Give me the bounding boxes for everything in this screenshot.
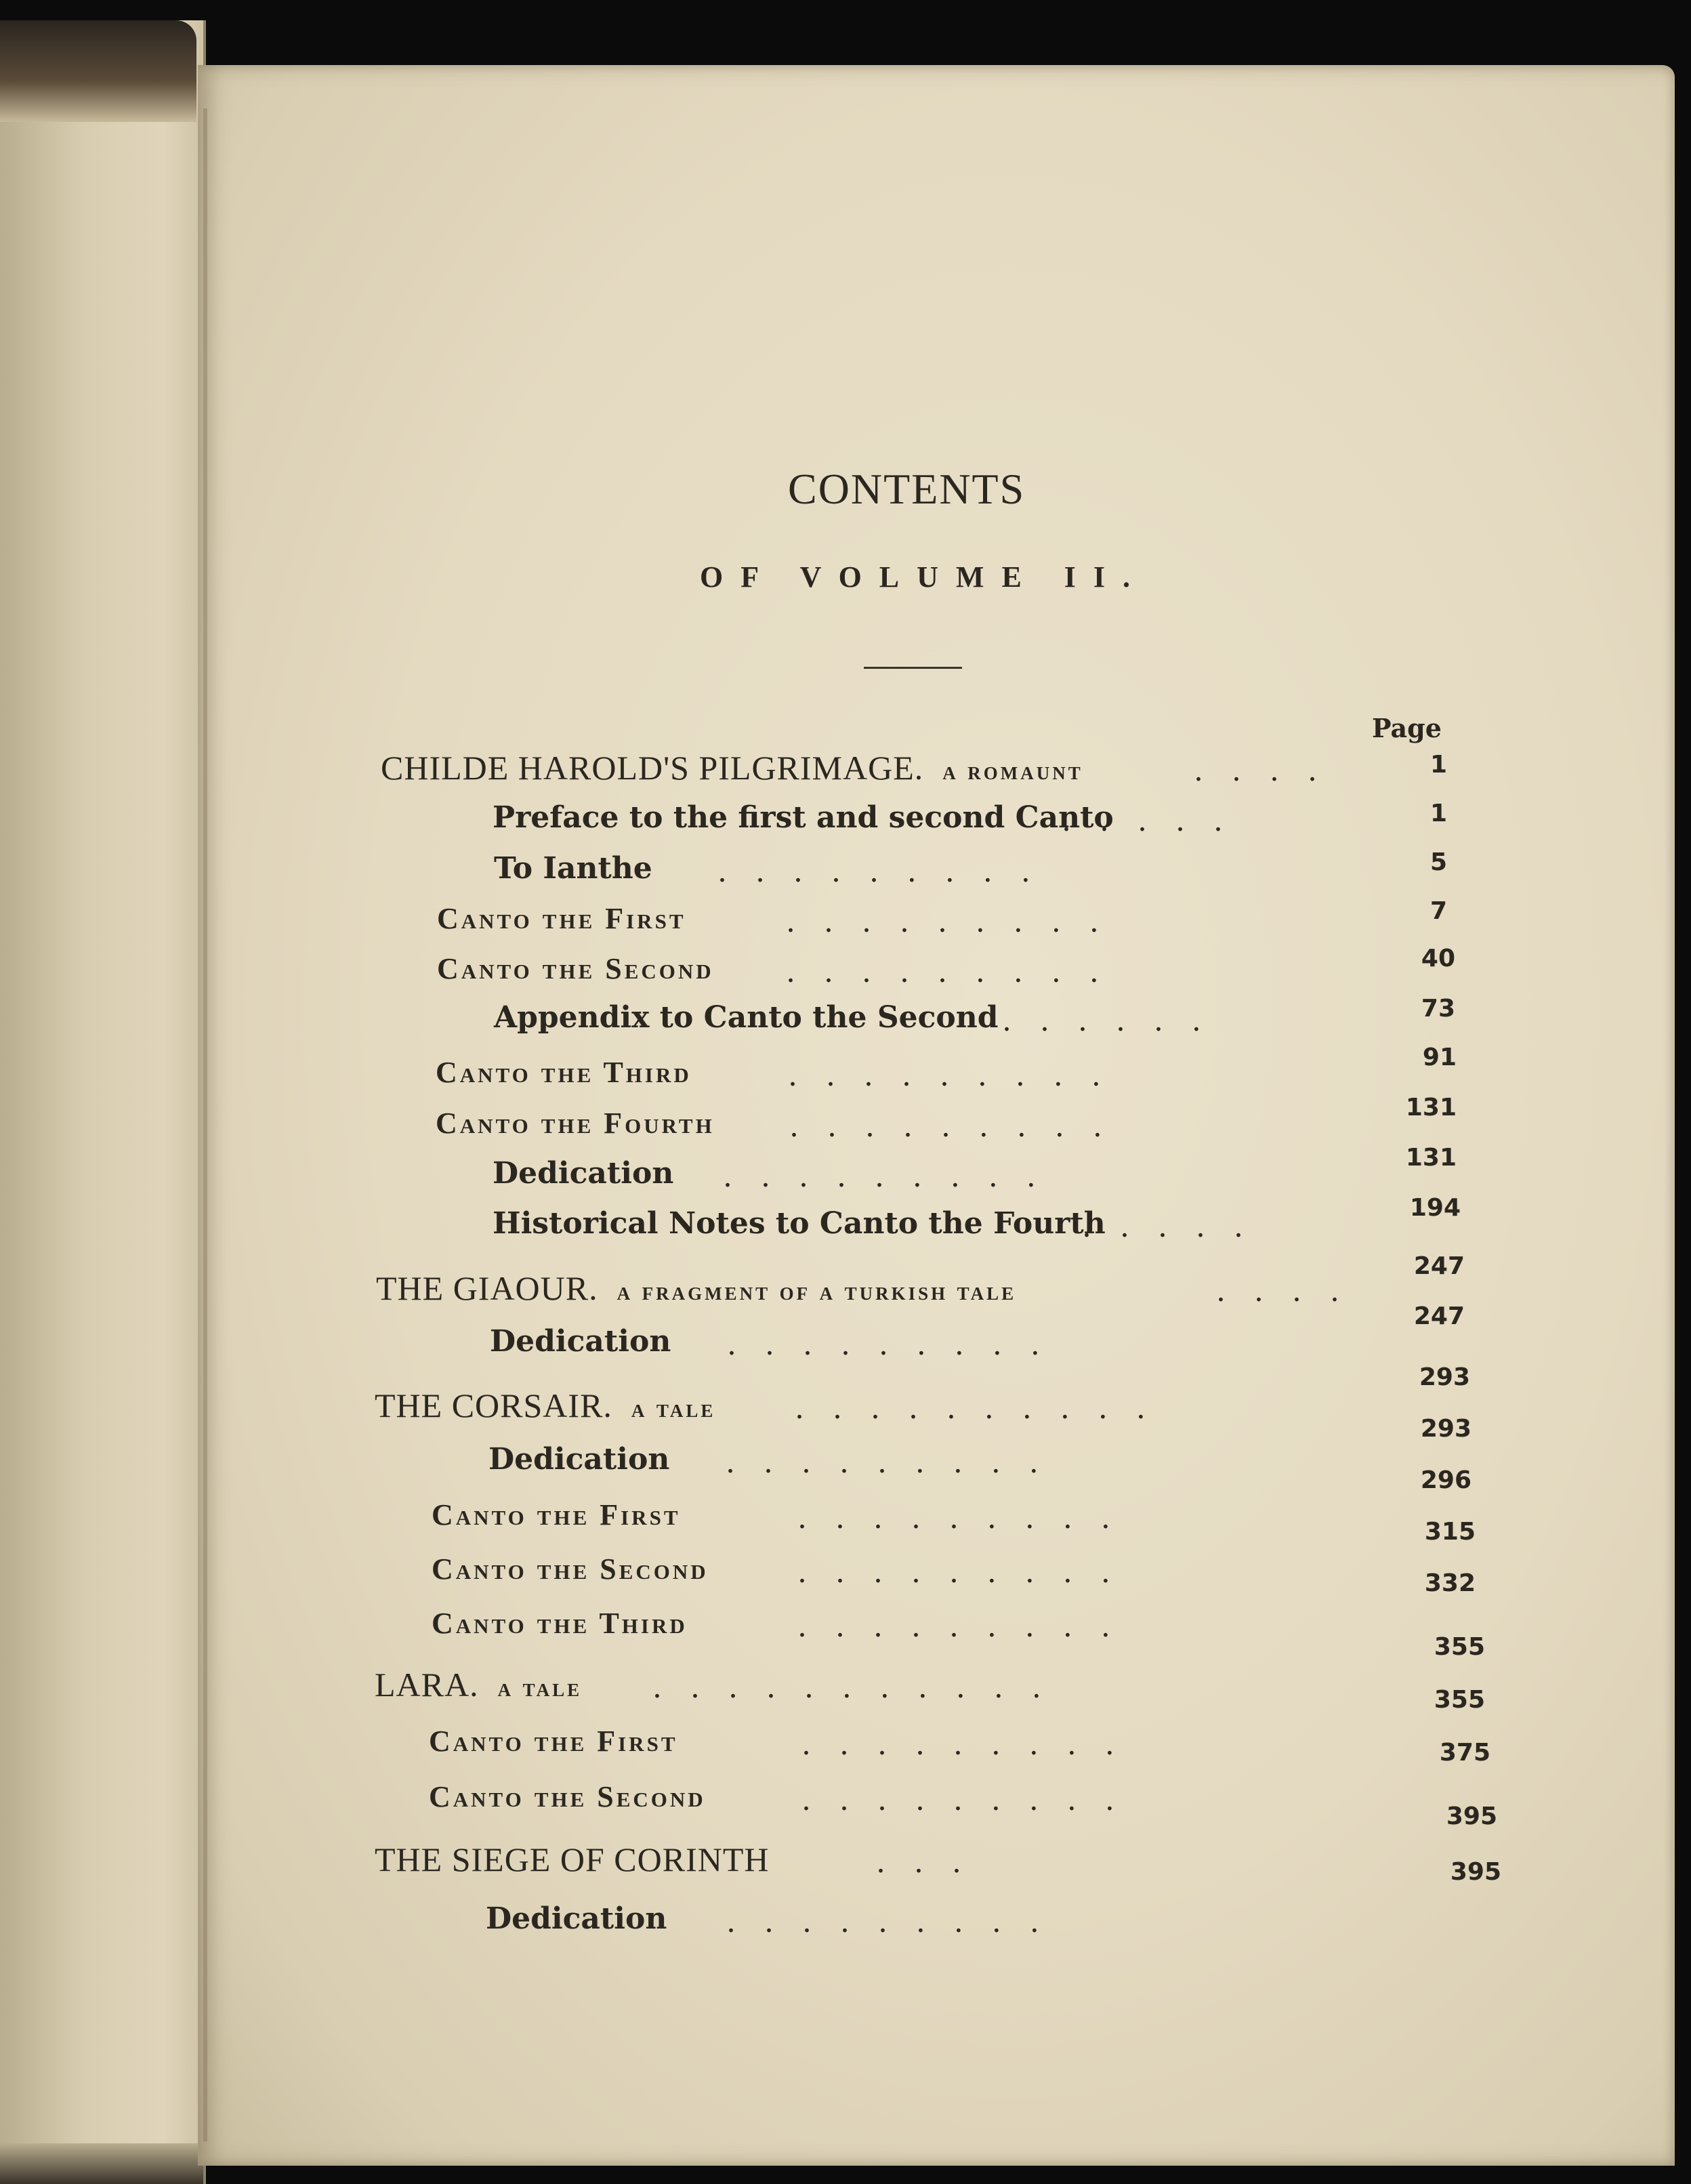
leader-dots: ...... bbox=[1002, 1004, 1230, 1038]
toc-page-number: 395 bbox=[1450, 1858, 1501, 1886]
leader-dots: ......... bbox=[723, 1159, 1064, 1194]
toc-page-number: 131 bbox=[1405, 1094, 1457, 1121]
toc-entry-label: Canto the First bbox=[429, 1725, 678, 1758]
toc-entry-label: Canto the First bbox=[437, 902, 686, 935]
leader-dots: ......... bbox=[726, 1905, 1068, 1939]
toc-entry bbox=[488, 1439, 1383, 1487]
toc-page-number: 332 bbox=[1424, 1569, 1476, 1597]
toc-entry bbox=[437, 949, 1372, 996]
toc-entry-subtitle: a fragment of a turkish tale bbox=[617, 1277, 1017, 1306]
toc-page-number: 395 bbox=[1446, 1802, 1497, 1830]
toc-entry bbox=[493, 1203, 1373, 1251]
leader-dots: ......... bbox=[726, 1445, 1067, 1480]
leader-dots: ..... bbox=[1062, 804, 1251, 838]
leader-dots: ......... bbox=[786, 905, 1127, 939]
toc-page-number: 73 bbox=[1421, 995, 1455, 1023]
book-cover-edge bbox=[0, 20, 196, 122]
toc-page-number: 1 bbox=[1429, 751, 1447, 779]
toc-entry-label: Dedication bbox=[486, 1901, 667, 1936]
leader-dots: ......... bbox=[797, 1501, 1139, 1536]
book-bottom-edge bbox=[0, 2143, 203, 2184]
toc-page-number: 7 bbox=[1429, 897, 1447, 925]
toc-page-number: 1 bbox=[1429, 800, 1447, 827]
toc-page-number: 131 bbox=[1405, 1144, 1457, 1172]
toc-page-number: 315 bbox=[1424, 1518, 1476, 1546]
toc-page-number: 355 bbox=[1434, 1633, 1485, 1661]
page-column-label: Page bbox=[1372, 713, 1442, 743]
leader-dots: .......... bbox=[795, 1391, 1174, 1426]
leader-dots: ......... bbox=[801, 1783, 1143, 1817]
leader-dots: ........... bbox=[652, 1670, 1070, 1705]
toc-entry bbox=[494, 997, 1375, 1045]
toc-entry bbox=[494, 848, 1375, 896]
facing-page bbox=[0, 20, 206, 2184]
title-rule bbox=[864, 667, 962, 669]
toc-page-number: 247 bbox=[1413, 1252, 1465, 1280]
toc-entry bbox=[486, 1899, 1400, 1946]
toc-entry-label: Dedication bbox=[493, 1156, 674, 1191]
toc-entry-subtitle: a tale bbox=[497, 1674, 583, 1702]
toc-page-number: 355 bbox=[1434, 1686, 1485, 1714]
toc-entry-label: THE GIAOUR. a fragment of a turkish tale bbox=[376, 1269, 1017, 1307]
toc-entry bbox=[375, 1839, 1391, 1887]
leader-dots: .... bbox=[1194, 754, 1345, 788]
toc-entry-label: Canto the Second bbox=[432, 1552, 709, 1586]
toc-entry-label: THE CORSAIR. a tale bbox=[375, 1386, 716, 1424]
toc-entry bbox=[429, 1721, 1384, 1769]
toc-page-number: 5 bbox=[1429, 848, 1447, 876]
leader-dots: ......... bbox=[789, 1109, 1131, 1144]
toc-entry-label: Canto the First bbox=[432, 1498, 681, 1531]
toc-entry bbox=[437, 899, 1372, 946]
toc-page-number: 293 bbox=[1420, 1415, 1471, 1443]
page-gutter bbox=[203, 108, 207, 2141]
toc-entry bbox=[432, 1495, 1380, 1542]
toc-entry-label: Canto the Third bbox=[436, 1056, 692, 1089]
toc-entry-label: LARA. a tale bbox=[375, 1666, 583, 1704]
toc-entry-label: Preface to the first and second Canto bbox=[493, 800, 1114, 835]
toc-entry bbox=[436, 1103, 1371, 1151]
toc-page-number: 194 bbox=[1409, 1194, 1461, 1222]
toc-entry-label: Canto the Fourth bbox=[436, 1107, 715, 1140]
toc-page-number: 91 bbox=[1422, 1044, 1457, 1071]
toc-entry-label: Dedication bbox=[488, 1442, 670, 1477]
toc-entry-subtitle: a tale bbox=[631, 1395, 716, 1423]
toc-entry bbox=[375, 1385, 1377, 1433]
toc-entry-label: Canto the Third bbox=[432, 1607, 688, 1640]
leader-dots: ......... bbox=[797, 1609, 1139, 1644]
toc-entry bbox=[436, 1052, 1371, 1100]
toc-entry bbox=[376, 1268, 1379, 1315]
leader-dots: ......... bbox=[797, 1555, 1139, 1590]
toc-page-number: 296 bbox=[1420, 1466, 1471, 1494]
toc-entry-label: To Ianthe bbox=[494, 851, 652, 886]
leader-dots: .... bbox=[1216, 1274, 1368, 1309]
toc-entry bbox=[375, 1664, 1384, 1712]
leader-dots: ......... bbox=[727, 1327, 1068, 1362]
toc-entry-subtitle: a romaunt bbox=[942, 757, 1083, 785]
toc-entry-label: Canto the Second bbox=[437, 952, 714, 985]
leader-dots: ......... bbox=[801, 1727, 1143, 1762]
toc-entry bbox=[490, 1321, 1384, 1369]
toc-entry-label: THE SIEGE OF CORINTH bbox=[375, 1840, 770, 1878]
leader-dots: ......... bbox=[788, 1058, 1129, 1093]
toc-page-number: 375 bbox=[1439, 1739, 1490, 1767]
toc-entry bbox=[493, 1153, 1373, 1201]
volume-subtitle: OF VOLUME II. bbox=[700, 560, 1148, 594]
toc-page-number: 40 bbox=[1421, 945, 1455, 972]
toc-entry bbox=[381, 747, 1397, 795]
leader-dots: ......... bbox=[786, 955, 1127, 989]
toc-entry bbox=[429, 1777, 1384, 1824]
toc-entry-label: Dedication bbox=[490, 1324, 671, 1359]
toc-entry bbox=[432, 1549, 1380, 1596]
toc-entry bbox=[432, 1603, 1380, 1651]
page-title: CONTENTS bbox=[788, 465, 1026, 513]
toc-entry-label: Historical Notes to Canto the Fourth bbox=[493, 1206, 1106, 1241]
toc-entry bbox=[493, 798, 1373, 845]
toc-entry-label: Appendix to Canto the Second bbox=[494, 1000, 999, 1035]
toc-entry-label: CHILDE HAROLD'S PILGRIMAGE. a romaunt bbox=[381, 749, 1083, 787]
leader-dots: ... bbox=[876, 1845, 990, 1880]
toc-page-number: 293 bbox=[1419, 1363, 1470, 1391]
leader-dots: ..... bbox=[1082, 1210, 1272, 1244]
toc-entry-label: Canto the Second bbox=[429, 1780, 706, 1813]
toc-page-number: 247 bbox=[1413, 1302, 1465, 1330]
leader-dots: ......... bbox=[717, 854, 1059, 889]
